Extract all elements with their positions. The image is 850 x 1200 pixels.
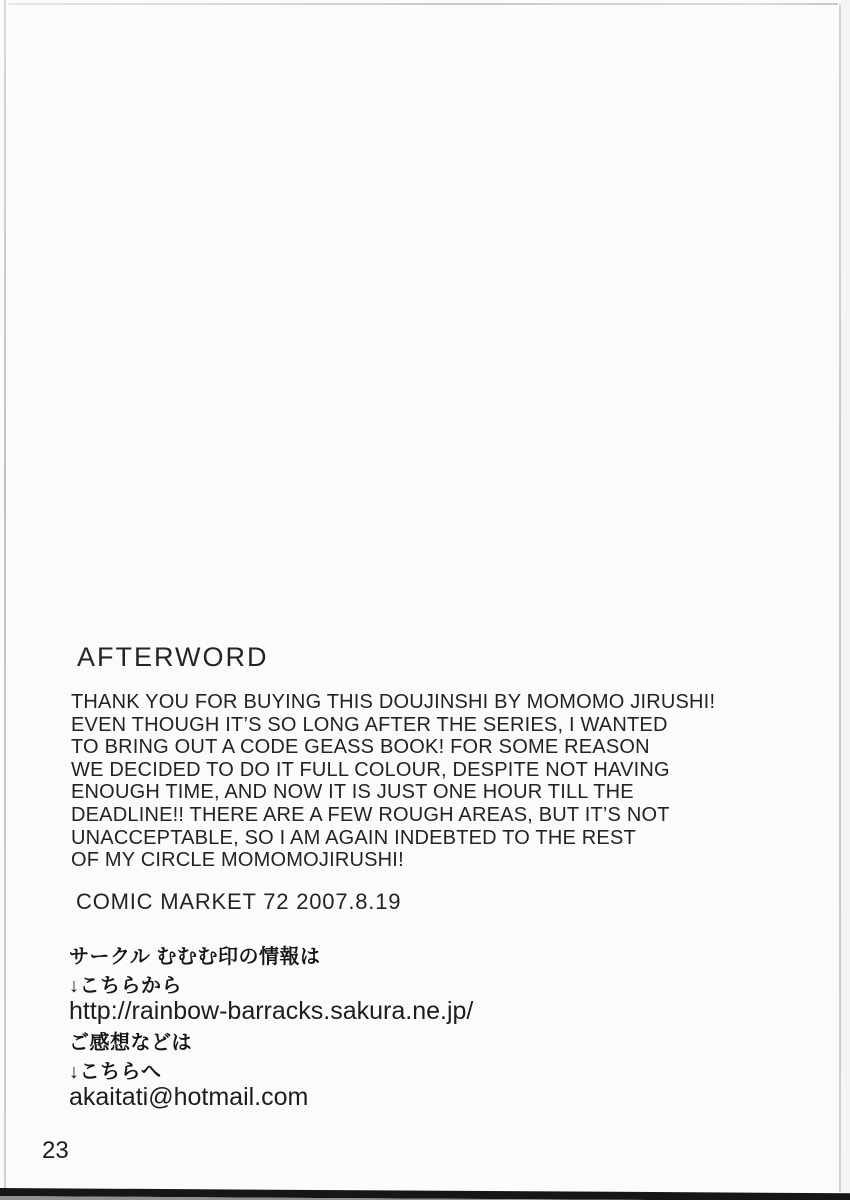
paragraph-line: OF MY CIRCLE MOMOMOJIRUSHI! [71,849,404,872]
paragraph-line: DEADLINE!! THERE ARE A FEW ROUGH AREAS, BUT IT’S NOT [71,803,670,826]
paragraph-line: ENOUGH TIME, AND NOW IT IS JUST ONE HOUR TILL THE [71,781,634,804]
scan-margin-right [841,0,850,1200]
afterword-paragraph [71,691,715,872]
afterword-heading: AFTERWORD [77,642,269,672]
feedback-line: ご感想などは [69,1032,192,1055]
event-date-line: COMIC MARKET 72 2007.8.19 [76,889,402,914]
email-address: akaitati@hotmail.com [69,1083,309,1112]
paragraph-line: UNACCEPTABLE, SO I AM AGAIN INDEBTED TO THE REST [71,826,636,849]
paragraph-line: THANK YOU FOR BUYING THIS DOUJINSHI BY MOMOMO JIRUSHI! [71,691,716,713]
paragraph-line: EVEN THOUGH IT’S SO LONG AFTER THE SERIES, I WANTED [71,713,668,736]
paragraph-line: TO BRING OUT A CODE GEASS BOOK! FOR SOME REASON [71,736,650,759]
scan-bottom-edge [0,1188,850,1200]
paragraph-line: WE DECIDED TO DO IT FULL COLOUR, DESPITE NOT HAVING [71,758,670,781]
page-edge-right [839,4,841,1192]
website-pointer-line: ↓こちらから [69,974,182,997]
website-url: http://rainbow-barracks.sakura.ne.jp/ [69,997,474,1026]
circle-info-block [69,940,473,1112]
page-number: 23 [42,1137,69,1164]
page-edge-left [4,0,6,1200]
feedback-pointer-line: ↓こちらへ [69,1060,162,1083]
page-edge-top [8,3,838,5]
circle-name-line: サークル むむむ印の情報は [69,946,321,968]
